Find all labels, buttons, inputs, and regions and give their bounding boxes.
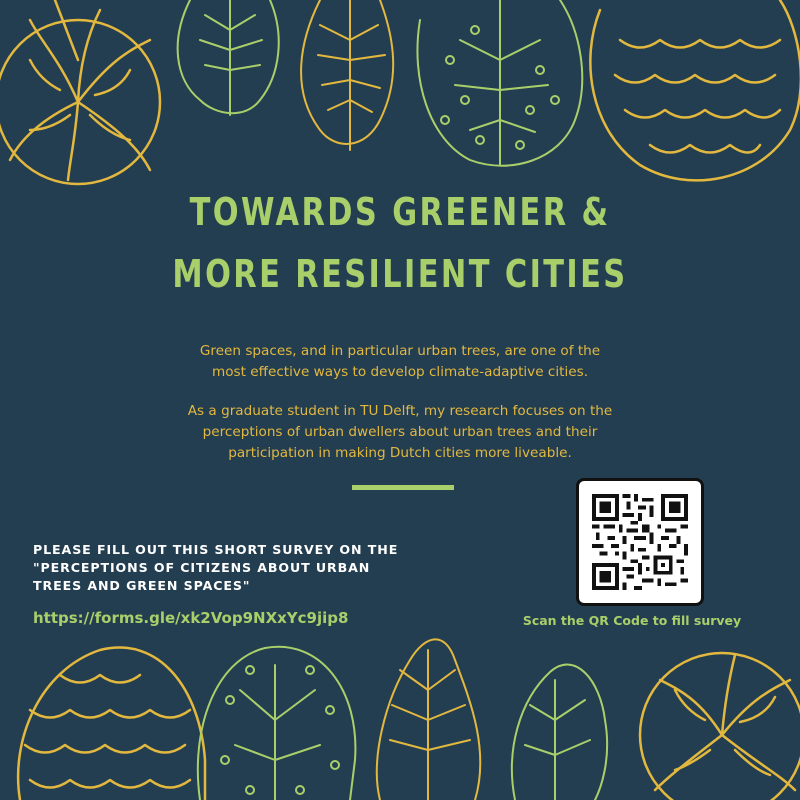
qr-code-icon bbox=[592, 494, 688, 590]
tree-illustration-bottom-dotted bbox=[198, 647, 356, 800]
title-line-2: MORE RESILIENT CITIES bbox=[172, 252, 628, 296]
tree-illustration-top-leaf bbox=[178, 0, 279, 115]
survey-text bbox=[33, 541, 453, 595]
intro-line-2: most effective ways to develop climate-adaptive cities. bbox=[211, 364, 589, 380]
tree-illustration-top-left bbox=[0, 0, 160, 184]
qr-code[interactable] bbox=[576, 478, 704, 606]
research-paragraph bbox=[120, 401, 680, 464]
research-line-1: As a graduate student in TU Delft, my research focuses on the bbox=[187, 403, 613, 419]
survey-link[interactable]: https://forms.gle/xk2Vop9NXxYc9jip8 bbox=[33, 609, 349, 627]
qr-caption: Scan the QR Code to fill survey bbox=[522, 613, 742, 628]
survey-line-1: PLEASE FILL OUT THIS SHORT SURVEY ON THE bbox=[33, 542, 399, 557]
tree-illustration-bottom-yellow-leaf bbox=[377, 639, 480, 800]
research-line-2: perceptions of urban dwellers about urban trees and their bbox=[202, 424, 598, 440]
tree-illustration-bottom-green-leaf bbox=[512, 665, 607, 800]
survey-line-3: TREES AND GREEN SPACES" bbox=[33, 578, 251, 593]
tree-illustration-bottom-right bbox=[640, 653, 800, 800]
research-line-3: participation in making Dutch cities more liveable. bbox=[228, 445, 572, 461]
tree-illustration-top-right bbox=[590, 0, 800, 180]
tree-illustration-top-yellow-leaf bbox=[301, 0, 393, 150]
survey-line-2: "PERCEPTIONS OF CITIZENS ABOUT URBAN bbox=[33, 560, 371, 575]
intro-paragraph bbox=[120, 341, 680, 383]
title-line-1: TOWARDS GREENER & bbox=[189, 190, 611, 234]
tree-illustration-top-dotted bbox=[417, 0, 582, 166]
intro-line-1: Green spaces, and in particular urban trees, are one of the bbox=[199, 343, 601, 359]
divider bbox=[352, 485, 454, 490]
tree-illustration-bottom-left bbox=[18, 648, 205, 800]
